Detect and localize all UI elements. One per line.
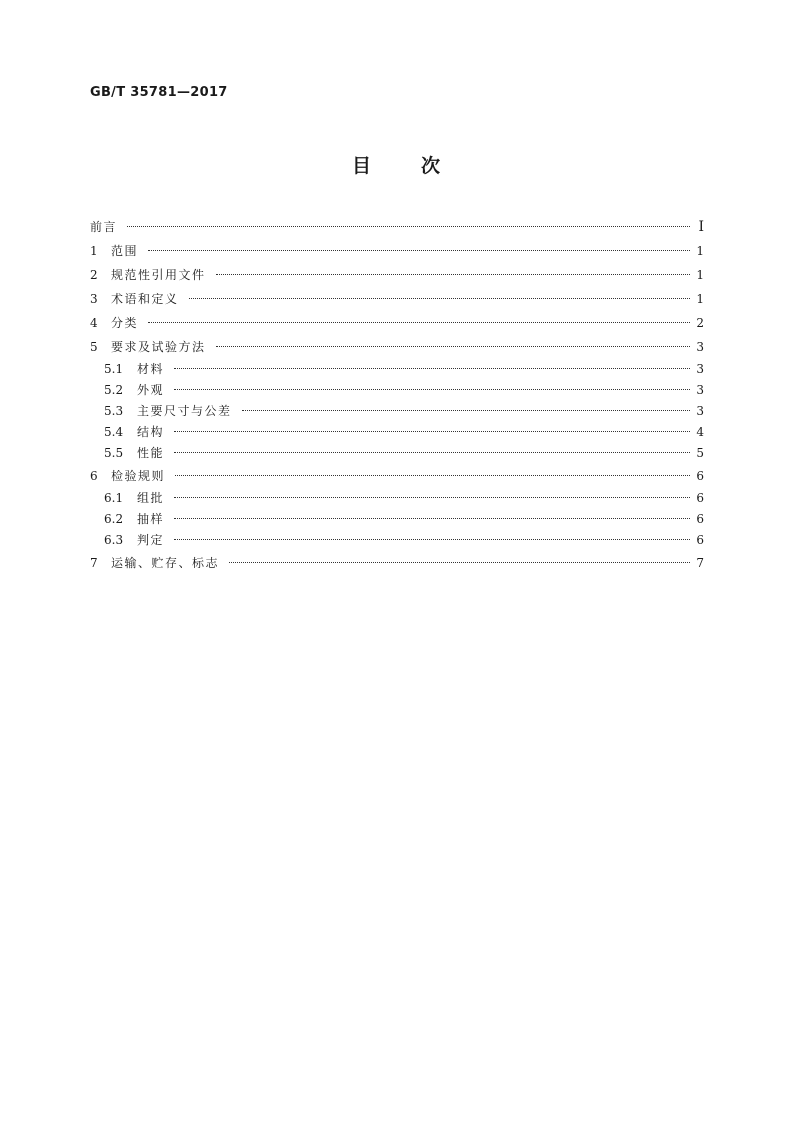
- toc-entry[interactable]: [90, 530, 704, 551]
- toc-entry-page-number: 3: [696, 362, 704, 376]
- toc-entry-label: 判定: [137, 533, 165, 547]
- toc-entry-number: 6: [90, 469, 98, 483]
- toc-entry-label: 主要尺寸与公差: [137, 404, 232, 418]
- toc-entry-label: 要求及试验方法: [111, 340, 206, 354]
- toc-entry-page-number: 5: [696, 446, 704, 460]
- toc-entry[interactable]: [90, 509, 704, 530]
- toc-entry[interactable]: [90, 551, 704, 575]
- toc-entry[interactable]: [90, 422, 704, 443]
- toc-dot-leader: [148, 322, 690, 323]
- toc-entry-page-number: 3: [696, 383, 704, 397]
- toc-entry[interactable]: [90, 311, 704, 335]
- toc-entry[interactable]: [90, 287, 704, 311]
- toc-entry-number: 3: [90, 292, 98, 306]
- toc-entry-page-number: 6: [696, 469, 704, 483]
- toc-entry-number: 6.2: [104, 512, 124, 526]
- toc-dot-leader: [174, 497, 690, 498]
- toc-entry-number: 1: [90, 244, 98, 258]
- toc-entry-page-number: 3: [696, 340, 704, 354]
- toc-entry-label: 材料: [137, 362, 165, 376]
- toc-dot-leader: [216, 346, 690, 347]
- toc-dot-leader: [189, 298, 690, 299]
- toc-entry-page-number: 6: [696, 512, 704, 526]
- toc-entry-number: 2: [90, 268, 98, 282]
- toc-entry-label: 外观: [137, 383, 165, 397]
- toc-entry-label: 结构: [137, 425, 165, 439]
- toc-dot-leader: [127, 226, 690, 227]
- toc-entry-page-number: 2: [696, 316, 704, 330]
- toc-entry-page-number: 4: [696, 425, 704, 439]
- toc-entry-label: 范围: [111, 244, 139, 258]
- toc-entry-page-number: 7: [696, 556, 704, 570]
- toc-entry-number: 6.1: [104, 491, 124, 505]
- toc-dot-leader: [216, 274, 690, 275]
- toc-entry-page-number: 1: [696, 244, 704, 258]
- toc-dot-leader: [148, 250, 690, 251]
- toc-entry-page-number: 1: [696, 268, 704, 282]
- toc-dot-leader: [229, 562, 690, 563]
- toc-dot-leader: [174, 518, 690, 519]
- toc-entry[interactable]: [90, 488, 704, 509]
- toc-entry-number: 5.3: [104, 404, 124, 418]
- toc-entry-label: 运输、贮存、标志: [111, 556, 220, 570]
- toc-dot-leader: [175, 475, 690, 476]
- toc-entry-label: 性能: [137, 446, 165, 460]
- toc-entry[interactable]: [90, 239, 704, 263]
- toc-entry[interactable]: [90, 380, 704, 401]
- toc-entry[interactable]: [90, 263, 704, 287]
- toc-entry-number: 5.4: [104, 425, 124, 439]
- title-char-2: 次: [421, 155, 443, 177]
- standard-number: GB/T 35781—2017: [90, 85, 228, 100]
- toc-entry-label: 抽样: [137, 512, 165, 526]
- toc-entry-label: 术语和定义: [111, 292, 179, 306]
- toc-entry-number: 5.2: [104, 383, 124, 397]
- toc-entry-number: 5.5: [104, 446, 124, 460]
- toc-entry-label: 分类: [111, 316, 139, 330]
- toc-entry-page-number: 3: [696, 404, 704, 418]
- toc-dot-leader: [174, 389, 690, 390]
- toc-entry[interactable]: [90, 464, 704, 488]
- toc-dot-leader: [242, 410, 690, 411]
- toc-dot-leader: [174, 368, 690, 369]
- toc-entry-label: 规范性引用文件: [111, 268, 206, 282]
- toc-entry[interactable]: [90, 335, 704, 359]
- toc-entry[interactable]: [90, 215, 704, 239]
- toc-entry-number: 7: [90, 556, 98, 570]
- table-of-contents: [90, 215, 704, 575]
- toc-entry-label: 前言: [90, 220, 118, 234]
- toc-dot-leader: [174, 539, 690, 540]
- toc-entry-number: 5: [90, 340, 98, 354]
- toc-entry-page-number: 1: [696, 292, 704, 306]
- toc-entry-number: 6.3: [104, 533, 124, 547]
- toc-entry-number: 5.1: [104, 362, 124, 376]
- toc-entry[interactable]: [90, 401, 704, 422]
- toc-entry[interactable]: [90, 359, 704, 380]
- toc-entry-page-number: 6: [696, 533, 704, 547]
- toc-entry-number: 4: [90, 316, 98, 330]
- toc-entry-label: 检验规则: [111, 469, 166, 483]
- toc-dot-leader: [174, 431, 690, 432]
- page-title: [0, 151, 794, 178]
- toc-entry[interactable]: [90, 443, 704, 464]
- toc-entry-label: 组批: [137, 491, 165, 505]
- title-char-1: 目: [351, 155, 373, 177]
- toc-entry-page-number: 6: [696, 491, 704, 505]
- toc-dot-leader: [174, 452, 690, 453]
- toc-entry-page-number: I: [698, 219, 704, 235]
